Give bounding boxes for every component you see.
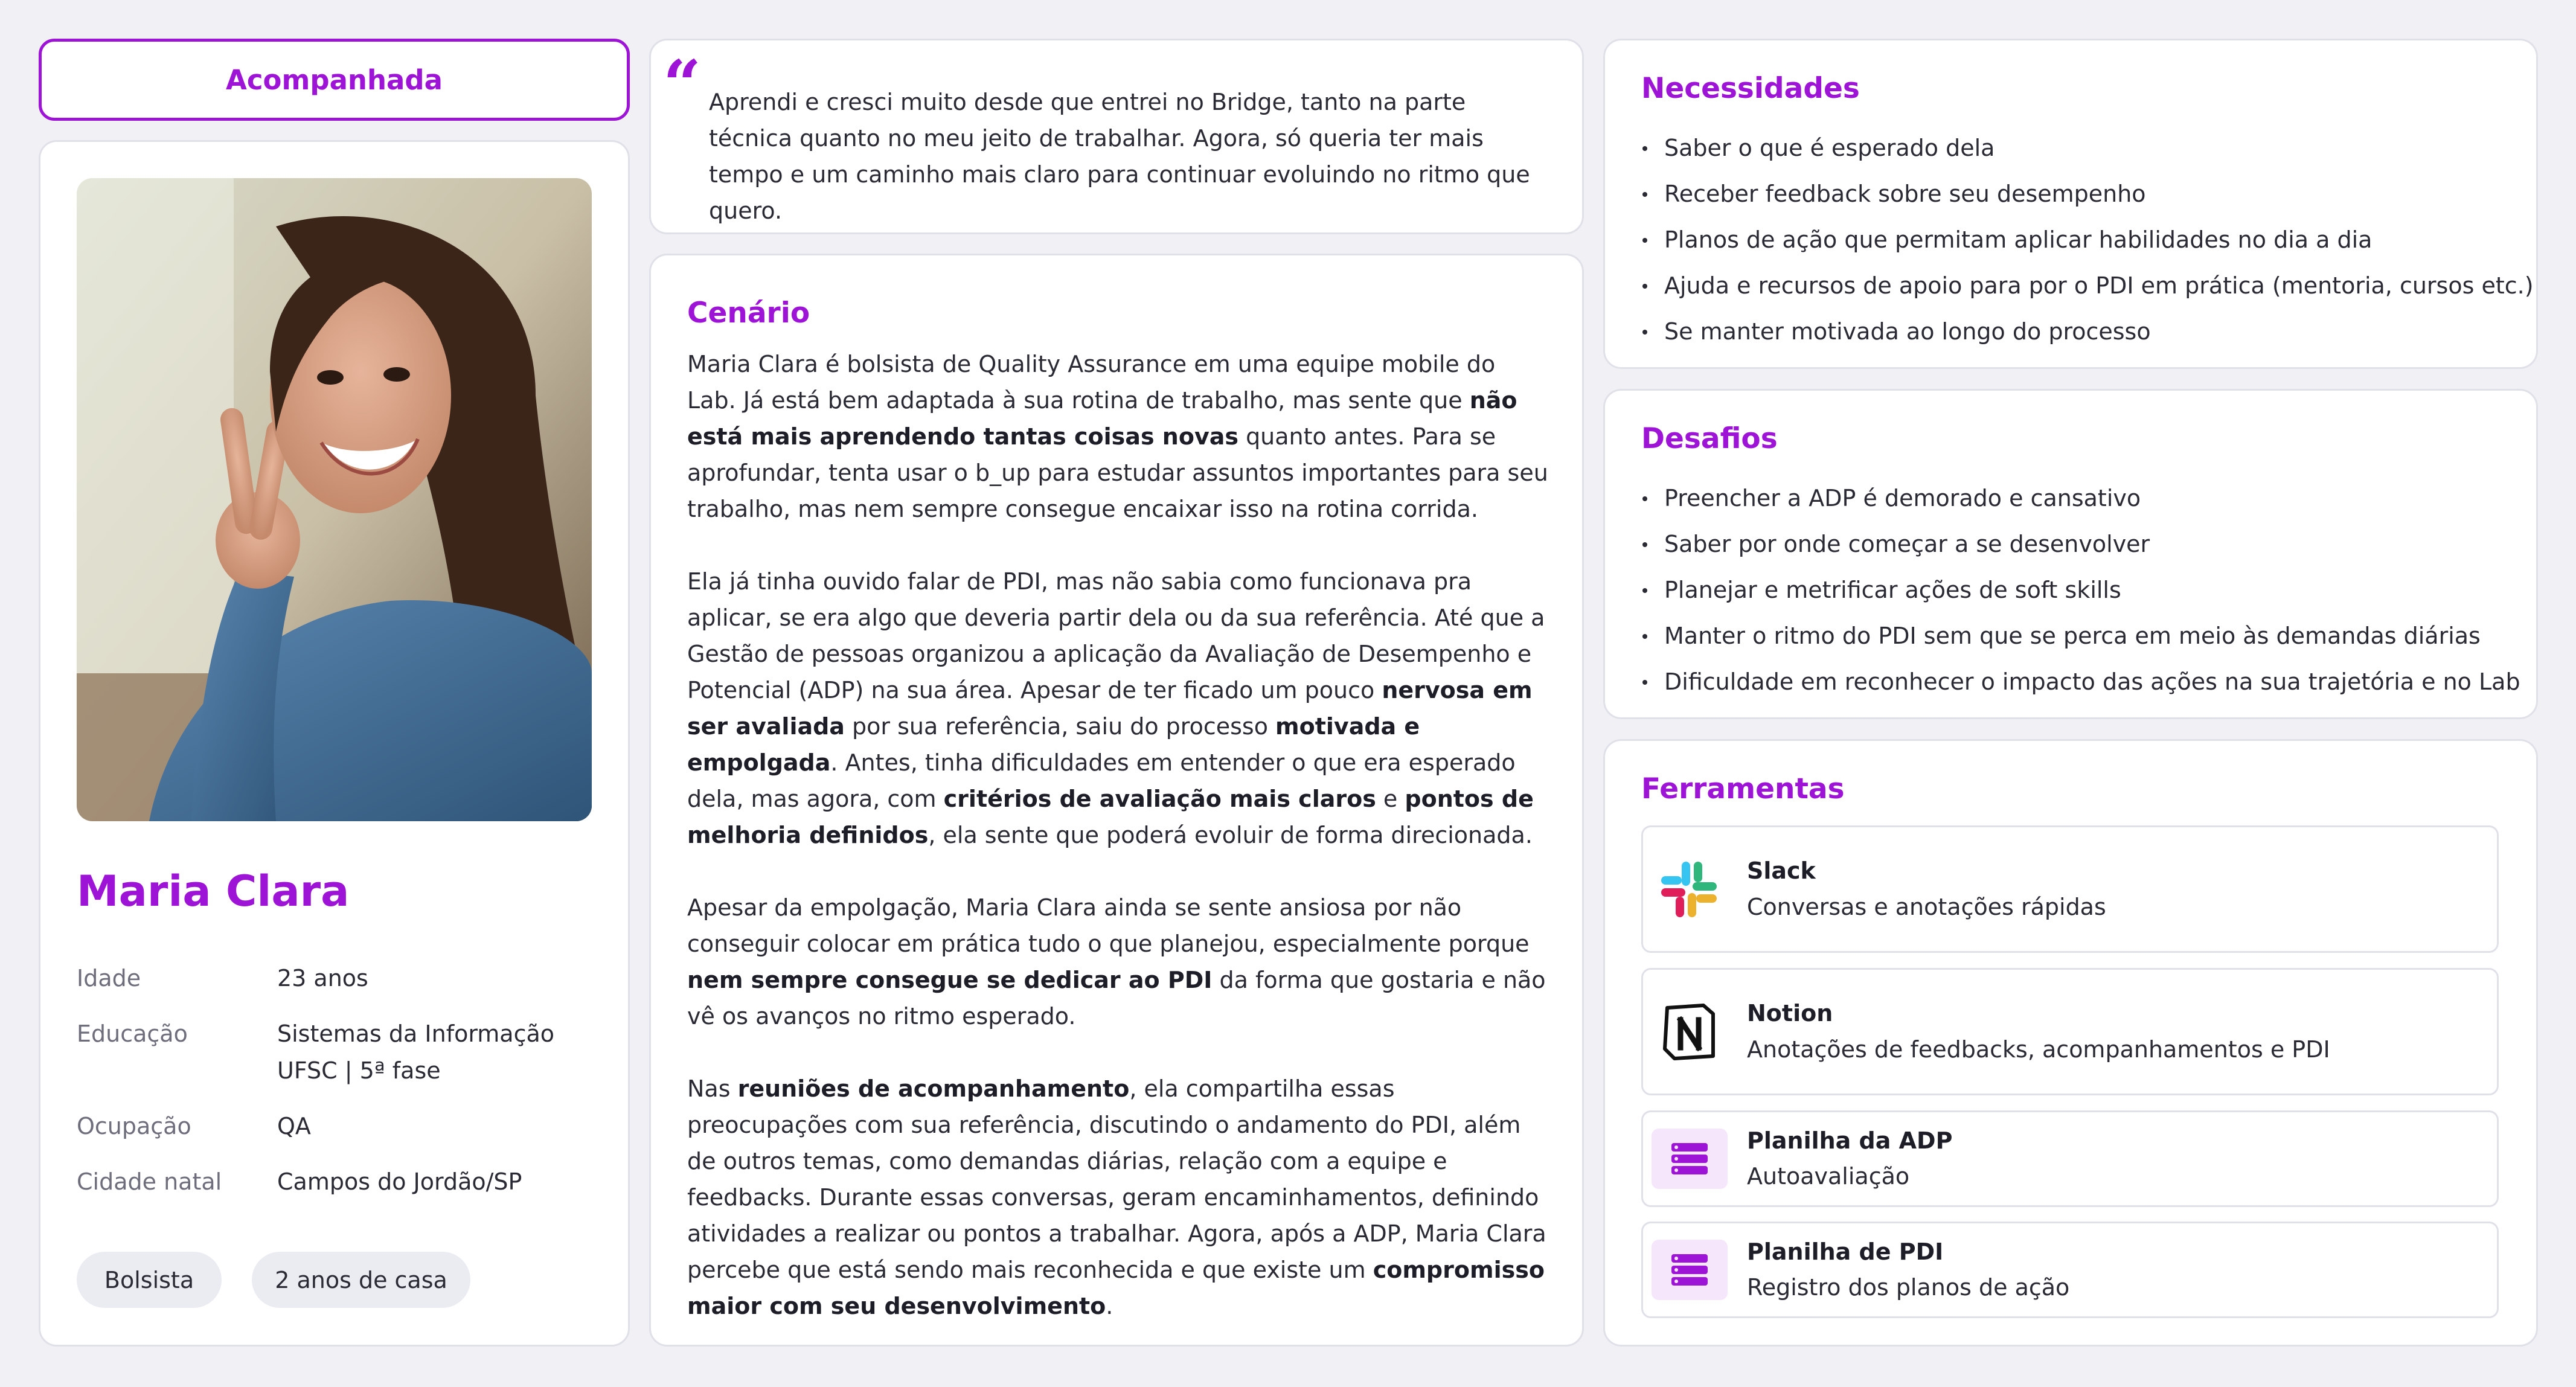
spreadsheet-icon — [1652, 1240, 1728, 1300]
body-text: e — [1376, 786, 1405, 812]
info-label: Ocupação — [77, 1113, 191, 1139]
tool-description: Anotações de feedbacks, acompanhamentos e PDI — [1747, 1036, 2330, 1063]
list-item: Saber o que é esperado dela — [1641, 125, 2517, 171]
challenges-card — [1603, 389, 2538, 719]
list-item: Saber por onde começar a se desenvolver — [1641, 521, 2517, 567]
scenario-paragraph — [687, 563, 1551, 853]
tag-role: Bolsista — [77, 1252, 222, 1308]
body-text: da forma que gostaria e não vê os avanços no ritmo esperado. — [687, 967, 1546, 1030]
emphasis-text: nem sempre consegue se dedicar ao PDI — [687, 967, 1213, 993]
body-text: Ela já tinha ouvido falar de PDI, mas não sabia como funcionava pra aplicar, se era algo que deveria partir dela ou da sua referência. Até que a Gestão de pessoas organizou a aplicação da Avaliação de Desempenho e Potencial (ADP) na sua área. Apesar de ter ficado um pouco — [687, 568, 1545, 703]
tag-tenure: 2 anos de casa — [252, 1252, 470, 1308]
emphasis-text: motivada e empolgada — [687, 713, 1420, 776]
persona-status-badge — [39, 39, 630, 121]
body-text: Apesar da empolgação, Maria Clara ainda se sente ansiosa por não conseguir colocar em prática tudo o que planejou, especialmente porque — [687, 894, 1530, 957]
challenges-title: Desafios — [1641, 422, 1778, 455]
quote-icon: “ — [663, 45, 702, 123]
notion-icon — [1659, 1002, 1719, 1062]
info-label: Cidade natal — [77, 1168, 222, 1195]
list-item: Preencher a ADP é demorado e cansativo — [1641, 475, 2517, 521]
info-value: Sistemas da Informação UFSC | 5ª fase — [277, 1020, 555, 1084]
slack-icon — [1659, 859, 1719, 920]
emphasis-text: não está mais aprendendo tantas coisas novas — [687, 387, 1517, 450]
tool-description: Conversas e anotações rápidas — [1747, 894, 2106, 920]
emphasis-text: reuniões de acompanhamento — [737, 1075, 1130, 1102]
tool-name: Slack — [1747, 857, 1816, 884]
scenario-title: Cenário — [687, 296, 810, 330]
body-text: , ela sente que poderá evoluir de forma direcionada. — [928, 822, 1533, 848]
list-item: Ajuda e recursos de apoio para por o PDI em prática (mentoria, cursos etc.) — [1641, 263, 2517, 309]
emphasis-text: compromisso maior com seu desenvolvimento — [687, 1257, 1545, 1319]
scenario-paragraph — [687, 889, 1551, 1034]
portrait-illustration — [77, 178, 592, 821]
tool-notion — [1641, 968, 2499, 1095]
info-value: QA — [277, 1113, 311, 1139]
tool-name: Notion — [1747, 1000, 1833, 1027]
emphasis-text: nervosa em ser avaliada — [687, 677, 1533, 740]
tool-description: Autoavaliação — [1747, 1163, 1910, 1190]
tool-name: Planilha de PDI — [1747, 1238, 1944, 1265]
body-text: quanto antes. Para se aprofundar, tenta usar o b_up para estudar assuntos importantes para seu trabalho, mas nem sempre consegue encaixar isso na rotina corrida. — [687, 423, 1548, 522]
profile-card — [39, 140, 630, 1347]
tools-card — [1603, 739, 2538, 1347]
needs-card — [1603, 39, 2538, 369]
challenges-list — [1641, 475, 2520, 705]
body-text: Maria Clara é bolsista de Quality Assurance em uma equipe mobile do Lab. Já está bem adaptada à sua rotina de trabalho, mas sente que — [687, 351, 1496, 414]
body-text: por sua referência, saiu do processo — [844, 713, 1276, 740]
quote-text: Aprendi e cresci muito desde que entrei no Bridge, tanto na parte técnica quanto no meu jeito de trabalhar. Agora, só queria ter mais tempo e um caminho mais claro para continuar evoluindo no ritmo que quero. — [709, 89, 1530, 224]
emphasis-text: pontos de melhoria definidos — [687, 786, 1534, 848]
persona-name: Maria Clara — [77, 866, 350, 916]
needs-list — [1641, 125, 2534, 354]
body-text: . Antes, tinha dificuldades em entender o que era esperado dela, mas agora, com — [687, 749, 1516, 812]
quote-card — [649, 39, 1584, 234]
tool-adp-spreadsheet — [1641, 1110, 2499, 1207]
tool-pdi-spreadsheet — [1641, 1222, 2499, 1318]
body-text: , ela compartilha essas preocupações com sua referência, discutindo o andamento do PDI, além de outros temas, como demandas diárias, relação com a equipe e feedbacks. Durante essas conversas, geram encaminhamentos, definindo atividades a realizar ou pontos a trabalhar. Agora, após a ADP, Maria Clara percebe que está sendo mais reconhecida e que existe um — [687, 1075, 1546, 1283]
scenario-card — [649, 254, 1584, 1347]
info-value: 23 anos — [277, 965, 368, 991]
list-item: Se manter motivada ao longo do processo — [1641, 309, 2517, 354]
emphasis-text: critérios de avaliação mais claros — [943, 786, 1376, 812]
list-item: Planos de ação que permitam aplicar habilidades no dia a dia — [1641, 217, 2517, 263]
tool-slack — [1641, 825, 2499, 953]
tool-description: Registro dos planos de ação — [1747, 1274, 2070, 1301]
status-label: Acompanhada — [226, 63, 443, 96]
body-text: . — [1106, 1293, 1113, 1319]
tool-name: Planilha da ADP — [1747, 1127, 1953, 1154]
list-item: Manter o ritmo do PDI sem que se perca em meio às demandas diárias — [1641, 613, 2517, 659]
tools-title: Ferramentas — [1641, 772, 1845, 806]
scenario-paragraph — [687, 1071, 1551, 1324]
list-item: Dificuldade em reconhecer o impacto das ações na sua trajetória e no Lab — [1641, 659, 2517, 705]
list-item: Planejar e metrificar ações de soft skills — [1641, 567, 2517, 613]
body-text: Nas — [687, 1075, 738, 1102]
needs-title: Necessidades — [1641, 72, 1860, 105]
spreadsheet-icon — [1652, 1129, 1728, 1189]
profile-photo — [77, 178, 592, 821]
scenario-body — [687, 346, 1551, 1360]
info-label: Educação — [77, 1020, 188, 1047]
scenario-paragraph — [687, 346, 1551, 527]
info-value: Campos do Jordão/SP — [277, 1168, 522, 1195]
info-label: Idade — [77, 965, 141, 991]
list-item: Receber feedback sobre seu desempenho — [1641, 171, 2517, 217]
